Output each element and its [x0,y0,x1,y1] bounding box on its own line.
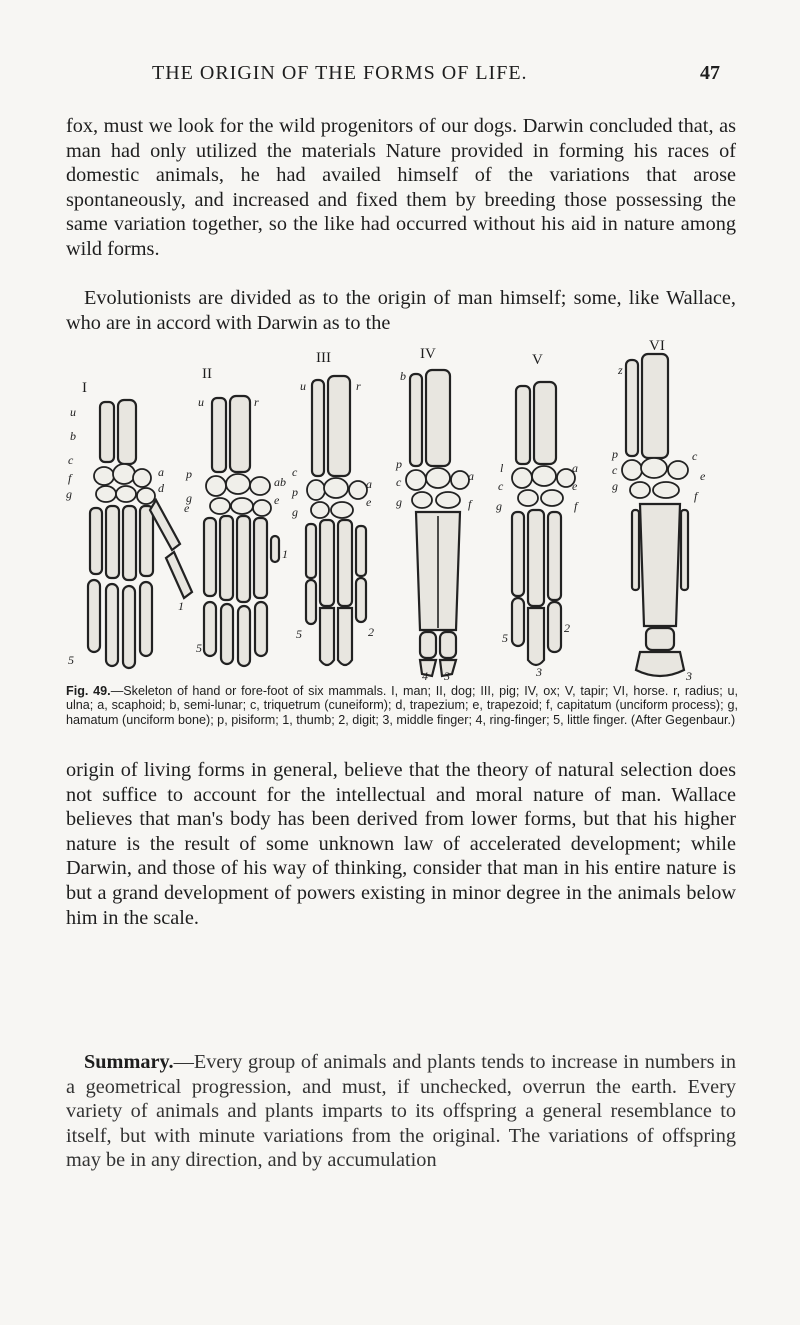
summary-paragraph [66,1050,736,1173]
svg-text:p: p [612,447,618,461]
svg-text:e: e [366,495,372,509]
svg-text:z: z [618,363,623,377]
svg-text:3: 3 [686,669,692,680]
hand-man [66,400,192,668]
svg-text:e: e [274,493,280,507]
svg-text:g: g [292,505,298,519]
svg-text:3: 3 [444,669,450,680]
svg-text:5: 5 [196,641,202,655]
svg-text:1: 1 [282,547,288,561]
figure-caption [66,684,738,727]
foot-dog [185,395,288,666]
figure-hand-skeletons [66,340,746,680]
svg-text:u: u [300,379,306,393]
foot-horse [611,354,706,680]
paragraph-1: fox, must we look for the wild progenitors of our dogs. Darwin concluded that, as man had only utilized the materials Nature provided in forming his races of domestic animals, he had availed himself of the variations that arose spontaneously, and increased and fixed them by breeding those possessing the same variation together, so the like had occurred without his aid in nature among wild forms. [66,115,736,260]
foot-ox [395,369,474,680]
paragraph-3: origin of living forms in general, believe that the theory of natural selection does not suffice to account for the intellectual and moral nature of man. Wallace believes that man's body has been derived from lower forms, but that his higher nature is the result of some unknown law of accelerated development; while Darwin, and those of his way of thinking, consider that man in his entire nature is but a grand development of powers existing in minor degree in the animals below him in the scale. [66,759,736,929]
ulna-bone [100,402,114,462]
svg-text:c: c [612,463,618,477]
summary-text: —Every group of animals and plants tends to increase in numbers in a geometrical progression, and must, if unchecked, overrun the earth. Every variety of animals and plants imparts to its offspring a general resemblance to itself, but with minute variations from the original. The variations of offspring may be in any direction, and by accumulation [66,1051,736,1172]
svg-text:g: g [496,499,502,513]
page-number: 47 [700,62,720,84]
svg-text:2: 2 [564,621,570,635]
radius-bone [118,400,136,464]
svg-text:r: r [356,379,361,393]
svg-text:u: u [70,405,76,419]
svg-text:b: b [70,429,76,443]
svg-text:a: a [366,477,372,491]
svg-text:c: c [498,479,504,493]
hand-skeletons-illustration [66,340,746,680]
figure-caption-label: Fig. 49. [66,684,111,698]
svg-text:e: e [184,501,190,515]
svg-text:f: f [574,499,578,513]
svg-text:p: p [396,457,402,471]
svg-text:1: 1 [178,599,184,613]
svg-text:g: g [396,495,402,509]
svg-text:c: c [692,449,698,463]
svg-text:5: 5 [296,627,302,641]
svg-text:d: d [158,481,164,495]
running-title: THE ORIGIN OF THE FORMS OF LIFE. [152,62,528,84]
svg-text:a: a [572,461,578,475]
svg-text:f: f [694,489,698,503]
svg-text:c: c [292,465,298,479]
figure-caption-text: —Skeleton of hand or fore-foot of six mammals. I, man; II, dog; III, pig; IV, ox; V, tapir; VI, horse. r, radius; u, ulna; a, scaphoid; b, semi-lunar; c, triquetrum (cuneiform); d, trapezium; e, trapezoid; f, capitatum (unciform process); g, hamatum (unciform bone); p, pisiform; 1, thumb; 2, digit; 3, middle finger; 4, ring-finger; 5, little finger. (After Gegenbaur.) [66,684,739,727]
svg-text:r: r [254,395,259,409]
summary-heading: Summary. [84,1051,174,1073]
foot-pig [291,376,374,665]
svg-text:p: p [292,485,298,499]
svg-text:3: 3 [536,665,542,679]
svg-text:g: g [612,479,618,493]
running-header [0,62,800,92]
svg-text:f: f [468,497,472,511]
svg-text:p: p [186,467,192,481]
svg-text:g: g [186,491,192,505]
svg-text:c: c [396,475,402,489]
foot-tapir [496,382,579,679]
label-roman-5: V [532,352,543,368]
label-roman-6: VI [649,340,665,354]
svg-text:ab: ab [274,475,286,489]
svg-text:f: f [68,471,72,485]
svg-text:5: 5 [68,653,74,667]
label-roman-1: I [82,380,87,396]
svg-text:a: a [158,465,164,479]
label-roman-2: II [202,366,212,382]
svg-text:g: g [66,487,72,501]
label-roman-4: IV [420,346,436,362]
svg-text:u: u [198,395,204,409]
svg-text:5: 5 [502,631,508,645]
svg-text:e: e [572,479,578,493]
svg-text:c: c [68,453,74,467]
label-roman-3: III [316,350,331,366]
svg-text:b: b [400,369,406,383]
svg-text:e: e [700,469,706,483]
svg-text:2: 2 [368,625,374,639]
paragraph-2: Evolutionists are divided as to the origin of man himself; some, like Wallace, who are in accord with Darwin as to the [66,287,736,334]
svg-text:l: l [500,461,504,475]
svg-text:a: a [468,469,474,483]
svg-text:4: 4 [422,669,428,680]
